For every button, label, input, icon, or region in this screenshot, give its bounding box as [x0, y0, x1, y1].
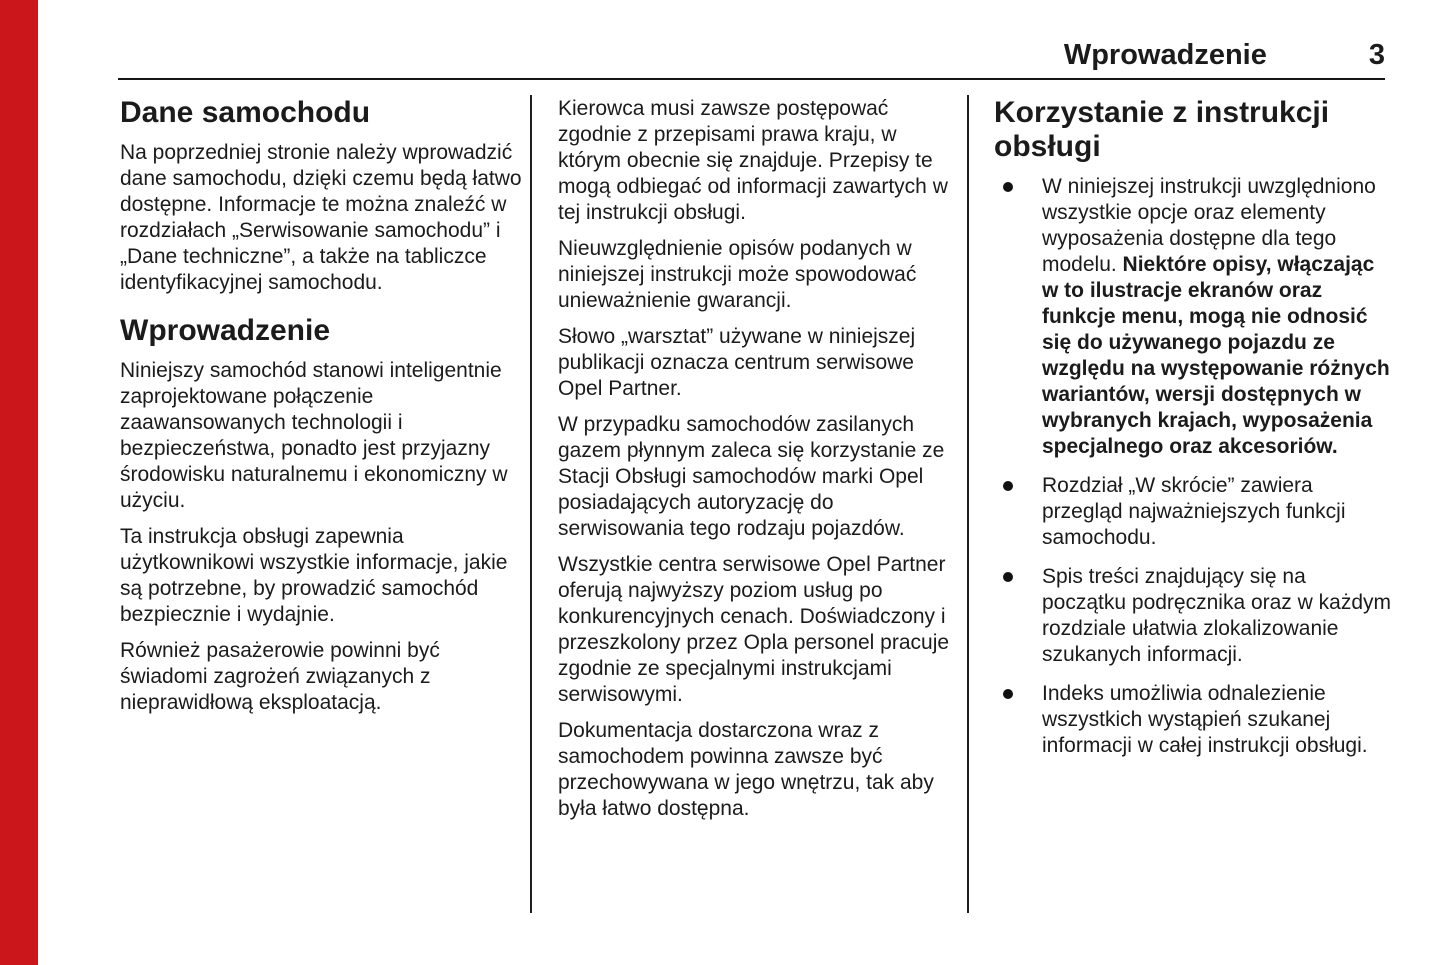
column-left: [120, 96, 522, 726]
bullet-icon: [1003, 689, 1013, 699]
bullet-text-normal: Rozdział „W skrócie” zawiera przegląd najważniejszych funkcji samochodu.: [1042, 474, 1346, 549]
bullet-text-normal: W niniejszej instrukcji uwzględniono wszystkie opcje oraz elementy wyposażenia dostępne dla tego modelu.: [1042, 175, 1376, 276]
paragraph: Nieuwzględnienie opisów podanych w niniejszej instrukcji może spowodować unieważnienie gwarancji.: [558, 237, 917, 312]
list-item: [994, 681, 1392, 759]
header-rule: [118, 78, 1385, 80]
heading-introduction: Wprowadzenie: [120, 314, 331, 347]
column-separator: [967, 95, 969, 913]
paragraph: Również pasażerowie powinni być świadomi zagrożeń związanych z nieprawidłową eksploatacją.: [120, 639, 440, 714]
bullet-text-normal: Indeks umożliwia odnalezienie wszystkich wystąpień szukanej informacji w całej instrukcji obsługi.: [1042, 682, 1368, 757]
paragraph: Dokumentacja dostarczona wraz z samochodem powinna zawsze być przechowywana w jego wnętrzu, tak aby była łatwo dostępna.: [558, 719, 934, 820]
list-item: [994, 564, 1392, 668]
bullet-list: [994, 174, 1392, 759]
bullet-icon: [1003, 481, 1013, 491]
heading-using-manual: Korzystanie z instrukcji obsługi: [994, 96, 1330, 163]
column-middle: [558, 96, 960, 832]
paragraph: Kierowca musi zawsze postępować zgodnie z przepisami prawa kraju, w którym obecnie się znajduje. Przepisy te mogą odbiegać od informacji zawartych w tej instrukcji obsługi.: [558, 97, 948, 224]
paragraph: Słowo „warsztat” używane w niniejszej publikacji oznacza centrum serwisowe Opel Partner.: [558, 325, 916, 400]
paragraph: Ta instrukcja obsługi zapewnia użytkownikowi wszystkie informacje, jakie są potrzebne, by prowadzić samochód bezpiecznie i wydajnie.: [120, 525, 508, 626]
column-separator: [530, 95, 532, 913]
bullet-text-bold: Niektóre opisy, włączając w to ilustracje ekranów oraz funkcje menu, mogą nie odnosić się do używanego pojazdu ze względu na występowanie różnych wariantów, wersji dostępnych w wybranych krajach, wyposażenia specjalnego oraz akcesoriów.: [1042, 253, 1390, 458]
bullet-icon: [1003, 182, 1013, 192]
list-item: [994, 174, 1392, 460]
page-number: 3: [1368, 39, 1385, 71]
heading-vehicle-data: Dane samochodu: [120, 96, 371, 129]
paragraph: Na poprzedniej stronie należy wprowadzić dane samochodu, dzięki czemu będą łatwo dostępne. Informacje te można znaleźć w rozdziałach „Serwisowanie samochodu” i „Dane techniczne”, a także na tabliczce identyfikacyjnej samochodu.: [120, 141, 522, 294]
bullet-text: [1042, 681, 1392, 759]
paragraph: W przypadku samochodów zasilanych gazem płynnym zaleca się korzystanie ze Stacji Obsługi samochodów marki Opel posiadających autoryzację do serwisowania tego rodzaju pojazdów.: [558, 413, 945, 540]
bullet-text: [1042, 564, 1392, 668]
bullet-text: [1042, 174, 1392, 460]
bullet-text: [1042, 473, 1392, 551]
bullet-icon: [1003, 572, 1013, 582]
chapter-title: Wprowadzenie: [1063, 39, 1267, 71]
paragraph: Wszystkie centra serwisowe Opel Partner oferują najwyższy poziom usług po konkurencyjnych cenach. Doświadczony i przeszkolony przez Opla personel pracuje zgodnie ze specjalnymi instrukcjami serwisowymi.: [558, 553, 950, 706]
bullet-text-normal: Spis treści znajdujący się na początku podręcznika oraz w każdym rozdziale ułatwia zlokalizowanie szukanych informacji.: [1042, 565, 1391, 666]
list-item: [994, 473, 1392, 551]
chapter-edge-bar: [0, 0, 38, 965]
column-right: [994, 96, 1392, 772]
paragraph: Niniejszy samochód stanowi inteligentnie zaprojektowane połączenie zaawansowanych technologii i bezpieczeństwa, ponadto jest przyjazny środowisku naturalnemu i ekonomiczny w użyciu.: [120, 359, 508, 512]
page-header: [118, 38, 1385, 72]
